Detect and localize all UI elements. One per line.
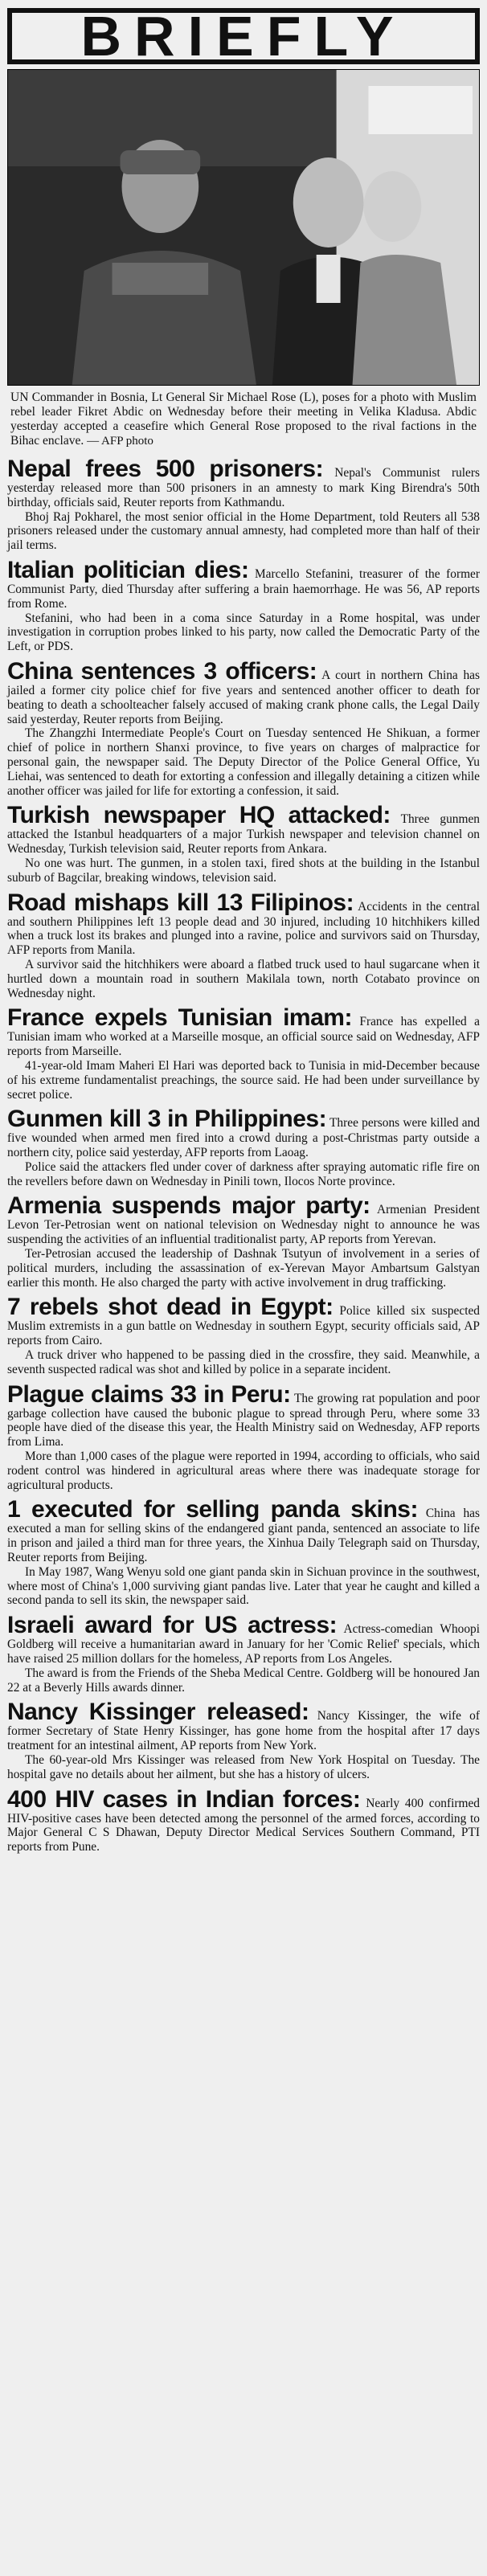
brief-lead-text: Three gunmen attacked the Istanbul headquarters of a major Turkish newspaper and television channel on Wednesday, Turkish television said, Reuter reports from Ankara. [7, 812, 480, 857]
photo-caption [7, 386, 480, 453]
brief-lead [7, 558, 480, 611]
news-brief [7, 890, 480, 1001]
brief-paragraph: The award is from the Friends of the Sheba Medical Centre. Goldberg will be honoured Jan 22 at a Beverly Hills awards dinner. [7, 1666, 480, 1695]
brief-paragraph: Ter-Petrosian accused the leadership of Dashnak Tsutyun of involvement in a series of political murders, including the assassination of ex-Yerevan Mayor Ambartsum Galstyan earlier this month. He also charged the party with active involvement in drug trafficking. [7, 1247, 480, 1290]
news-page [7, 0, 480, 1854]
news-brief [7, 1106, 480, 1188]
brief-headline: Nepal frees 500 prisoners: [7, 456, 324, 482]
brief-lead [7, 1613, 480, 1666]
news-brief [7, 1193, 480, 1290]
brief-headline: 7 rebels shot dead in Egypt: [7, 1294, 334, 1321]
brief-paragraph: A truck driver who happened to be passing died in the crossfire, they said. Meanwhile, a seventh suspected radical was shot and killed by police in a separate incident. [7, 1348, 480, 1376]
briefs-list [7, 456, 480, 1854]
brief-headline: Armenia suspends major party: [7, 1192, 370, 1220]
brief-lead [7, 803, 480, 857]
brief-lead-text: Police killed six suspected Muslim extremists in a gun battle on Wednesday in southern Egypt, security officials said, AP reports from Cairo. [7, 1304, 480, 1348]
brief-lead [7, 456, 480, 510]
brief-headline: China sentences 3 officers: [7, 657, 317, 685]
brief-lead-text: China has executed a man for selling skins of the endangered giant panda, sentenced an associate to life in prison and jailed a third man for three years, the Xinhua Daily Telegraph said on Thursday, Reuter reports from Beijing. [7, 1507, 480, 1565]
brief-headline: Plague claims 33 in Peru: [7, 1380, 291, 1408]
masthead-title: BRIEFLY [80, 5, 407, 67]
brief-headline: Nancy Kissinger released: [7, 1699, 309, 1726]
brief-lead-text: France has expelled a Tunisian imam who worked at a Marseille mosque, an official source said on Wednesday, AFP reports from Marseille. [7, 1015, 480, 1059]
brief-paragraph: 41-year-old Imam Maheri El Hari was deported back to Tunisia in mid-December because of his extreme fundamentalist preachings, the source said. He had been under surveillance by secret police. [7, 1058, 480, 1102]
news-brief [7, 1787, 480, 1854]
news-brief [7, 659, 480, 798]
brief-lead [7, 1787, 480, 1854]
news-brief [7, 1005, 480, 1102]
brief-lead [7, 1382, 480, 1450]
brief-paragraph: No one was hurt. The gunmen, in a stolen taxi, fired shots at the building in the Istanbul suburb of Bagcilar, breaking windows, television said. [7, 856, 480, 885]
brief-headline: Italian politician dies: [7, 556, 249, 583]
brief-lead-text: The growing rat population and poor garbage collection have caused the bubonic plague to spread through Peru, where some 33 people have died of the disease this year, the Health Ministry said on Wednesday, AFP reports from Lima. [7, 1391, 480, 1450]
brief-lead-text: Nancy Kissinger, the wife of former Secretary of State Henry Kissinger, has gone home from the hospital after 17 days treatment for an intestinal ailment, AP reports from New York. [7, 1709, 480, 1753]
caption-credit: — AFP photo [87, 435, 153, 448]
news-brief [7, 456, 480, 553]
news-photo [7, 69, 480, 386]
news-brief [7, 1382, 480, 1493]
brief-lead-text: Actress-comedian Whoopi Goldberg will receive a humanitarian award in January for her 'Comic Relief' specials, which have raised 25 million dollars for the homeless, AP reports from Los Angeles. [7, 1622, 480, 1666]
masthead [7, 5, 480, 67]
brief-lead-text: Three persons were killed and five wounded when armed men fired into a crowd during a post-Christmas party outside a northern city, police said yesterday, AFP reports from Laoag. [7, 1116, 480, 1160]
caption-text: UN Commander in Bosnia, Lt General Sir Michael Rose (L), poses for a photo with Muslim rebel leader Fikret Abdic on Wednesday before their meeting in Velika Kladusa. Abdic yesterday accepted a ceasefire which General Rose proposed to the rival factions in the Bihac enclave. [10, 390, 477, 448]
photo-image [8, 70, 479, 385]
news-brief [7, 1497, 480, 1608]
brief-lead [7, 1699, 480, 1753]
brief-paragraph: More than 1,000 cases of the plague were reported in 1994, according to officials, who said rodent control was hindered in agricultural areas where there was inadequate storage for agricultural products. [7, 1450, 480, 1492]
brief-paragraph: Stefanini, who had been in a coma since Saturday in a Rome hospital, was under investigation in corruption probes linked to his party, now called the Democratic Party of the Left, or PDS. [7, 611, 480, 654]
brief-paragraph: A survivor said the hitchhikers were aboard a flatbed truck used to haul sugarcane when it hurtled down a mountain road in southern Makilala town, north Cotabato province on Wednesday night. [7, 957, 480, 1000]
news-brief [7, 803, 480, 885]
brief-lead-text: Armenian President Levon Ter-Petrosian went on national television on Wednesday night to announce he was suspending the activities of an influential traditionalist party, AP reports from Yerevan. [7, 1203, 481, 1247]
brief-headline: France expels Tunisian imam: [7, 1004, 352, 1032]
brief-headline: 400 HIV cases in Indian forces: [7, 1785, 361, 1813]
news-brief [7, 558, 480, 654]
brief-paragraph: The 60-year-old Mrs Kissinger was released from New York Hospital on Tuesday. The hospital gave no details about her ailment, but she has a history of ulcers. [7, 1753, 480, 1781]
news-brief [7, 1699, 480, 1781]
brief-headline: 1 executed for selling panda skins: [7, 1496, 418, 1523]
brief-paragraph: The Zhangzhi Intermediate People's Court on Tuesday sentenced He Shikuan, a former chief of police in northern Shanxi province, to five years on charges of malpractice for personal gain, the newspaper said. The Deputy Director of the Police General Office, Yu Liehai, was sentenced to death for extorting a confession and illegally detaining a citizen while another officer was jailed for life for extorting a confession, it said. [7, 726, 480, 798]
news-brief [7, 1294, 480, 1376]
brief-headline: Israeli award for US actress: [7, 1612, 338, 1639]
brief-lead-text: A court in northern China has jailed a former city police chief for five years and sentenced another officer to death for beating to death a schoolteacher falsely accused of making crank phone calls, the Legal Daily said yesterday, Reuter reports from Beijing. [7, 668, 480, 726]
brief-paragraph: In May 1987, Wang Wenyu sold one giant panda skin in Sichuan province in the southwest, where most of China's 1,000 surviving giant pandas live. Later that year he caught and killed a second panda to sell its skin, the newspaper said. [7, 1564, 480, 1608]
brief-paragraph: Bhoj Raj Pokharel, the most senior official in the Home Department, told Reuters all 538 prisoners released under the customary annual amnesty, had completed more than half of their jail terms. [7, 509, 480, 553]
brief-lead [7, 1005, 480, 1059]
brief-lead [7, 1106, 480, 1160]
brief-lead [7, 1497, 480, 1564]
news-brief [7, 1613, 480, 1695]
brief-headline: Road mishaps kill 13 Filipinos: [7, 889, 354, 916]
brief-lead-text: Nepal's Communist rulers yesterday released more than 500 prisoners in an amnesty to mark King Birendra's 50th birthday, officials said, Reuter reports from Kathmandu. [7, 466, 480, 509]
brief-lead [7, 1193, 480, 1247]
brief-lead-text: Accidents in the central and southern Philippines left 13 people dead and 30 injured, including 10 hitchhikers killed when a truck lost its brakes and plunged into a ravine, police and survivors said on Thursday, AFP reports from Manila. [7, 899, 480, 958]
brief-paragraph: Police said the attackers fled under cover of darkness after spraying automatic rifle fire on the revellers before dawn on Wednesday in Pinili town, Ilocos Norte province. [7, 1159, 480, 1188]
brief-headline: Gunmen kill 3 in Philippines: [7, 1106, 327, 1133]
brief-lead-text: Marcello Stefanini, treasurer of the former Communist Party, died Thursday after suffering a brain haemorrhage. He was 56, AP reports from Rome. [7, 566, 480, 611]
brief-lead [7, 890, 480, 958]
brief-lead [7, 659, 480, 726]
brief-lead [7, 1294, 480, 1348]
brief-lead-text: Nearly 400 confirmed HIV-positive cases have been detected among the personnel of the armed forces, according to Major General C S Dhawan, Deputy Director Medical Services Southern Command, PTI reports from Pune. [7, 1796, 480, 1854]
brief-headline: Turkish newspaper HQ attacked: [7, 802, 391, 829]
